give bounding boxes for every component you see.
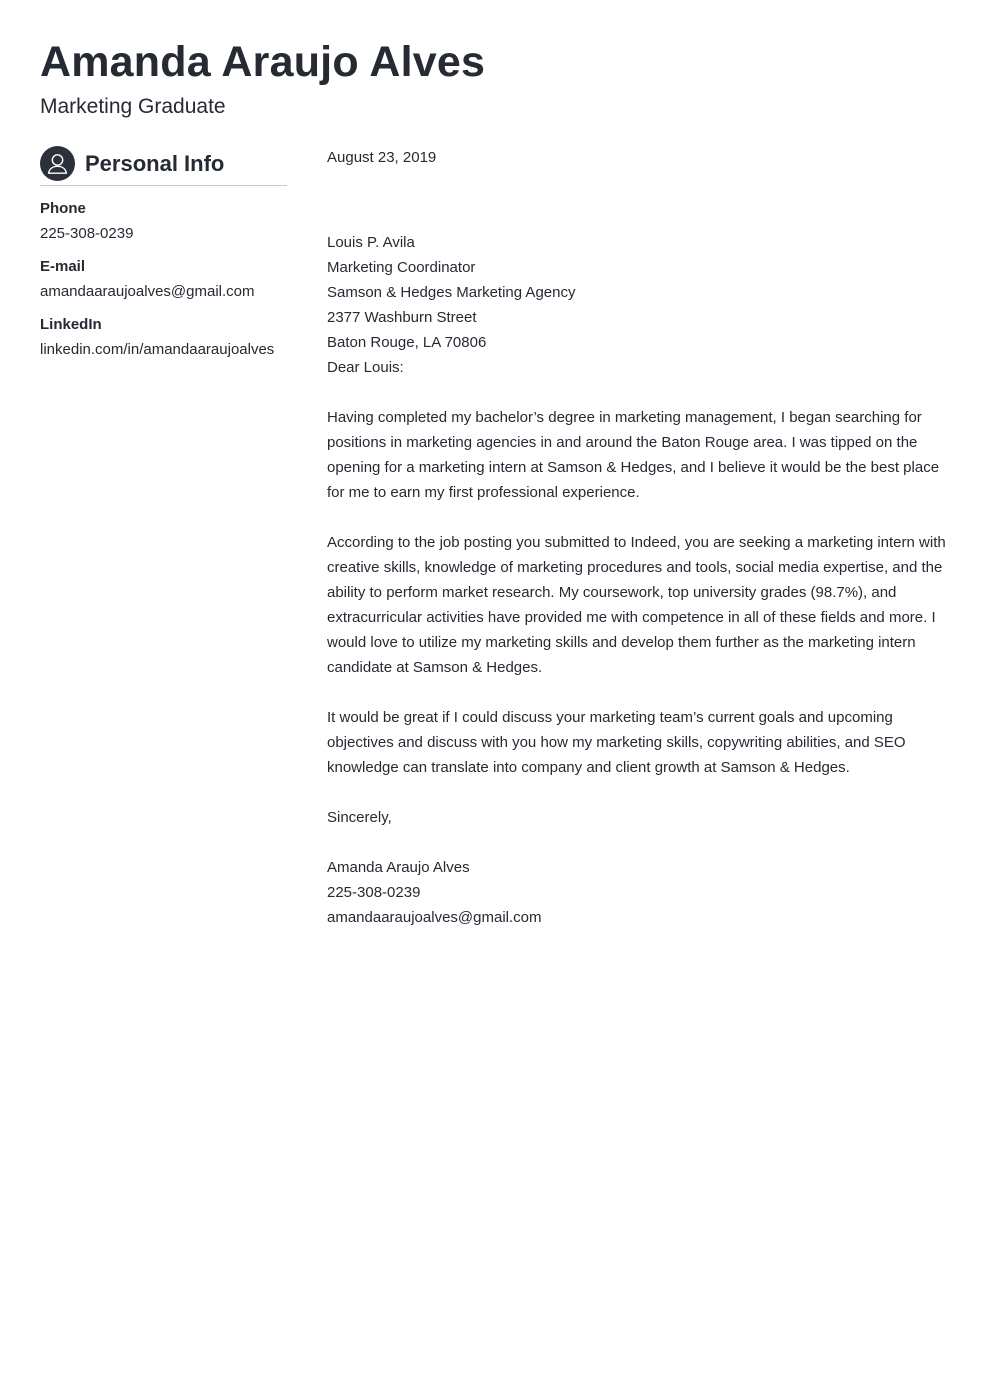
recipient-block: [327, 230, 950, 355]
contact-value: 225-308-0239: [40, 225, 134, 242]
signature-line: amandaaraujoalves@gmail.com: [327, 909, 542, 926]
contact-item-linkedin: [40, 315, 287, 360]
contact-label: Phone: [40, 200, 86, 217]
user-icon: [40, 146, 75, 181]
salutation: Dear Louis:: [327, 359, 404, 376]
contact-info-list: [40, 199, 287, 360]
recipient-line: Samson & Hedges Marketing Agency: [327, 284, 576, 301]
signature-line: 225-308-0239: [327, 884, 421, 901]
contact-value: linkedin.com/in/amandaaraujoalves: [40, 341, 275, 358]
recipient-line: 2377 Washburn Street: [327, 309, 477, 326]
contact-label: E-mail: [40, 258, 86, 275]
letter-body: [327, 145, 950, 930]
letter-date: August 23, 2019: [327, 149, 437, 166]
body-paragraph: It would be great if I could discuss your marketing team’s current goals and upcoming objectives and discuss with you how my marketing skills, copywriting abilities, and SEO knowledge can translate into company and client growth at Samson & Hedges.: [327, 709, 906, 776]
contact-value: amandaaraujoalves@gmail.com: [40, 283, 255, 300]
candidate-name: Amanda Araujo Alves: [40, 38, 486, 86]
body-paragraph: Having completed my bachelor’s degree in marketing management, I began searching for positions in marketing agencies in and around the Baton Rouge area. I was tipped on the opening for a marketing intern at Samson & Hedges, and I believe it would be the best place for me to earn my first professional experience.: [327, 409, 940, 501]
recipient-line: Louis P. Avila: [327, 234, 415, 251]
recipient-line: Baton Rouge, LA 70806: [327, 334, 487, 351]
signature-block: [327, 855, 950, 930]
signature-line: Amanda Araujo Alves: [327, 859, 470, 876]
personal-info-header: [40, 145, 287, 186]
contact-item-email: [40, 257, 287, 302]
body-paragraph: According to the job posting you submitted to Indeed, you are seeking a marketing intern with creative skills, knowledge of marketing procedures and tools, social media expertise, and the ability to perform market research. My coursework, top university grades (98.7%), and extracurricular activities have provided me with competence in all of these fields and more. I would love to utilize my marketing skills and develop them further as the marketing intern candidate at Samson & Hedges.: [327, 534, 946, 676]
section-title: Personal Info: [85, 151, 225, 176]
candidate-title: Marketing Graduate: [40, 95, 226, 118]
recipient-line: Marketing Coordinator: [327, 259, 476, 276]
closing: Sincerely,: [327, 809, 392, 826]
sidebar: [40, 145, 287, 360]
contact-item-phone: [40, 199, 287, 244]
contact-label: LinkedIn: [40, 316, 102, 333]
